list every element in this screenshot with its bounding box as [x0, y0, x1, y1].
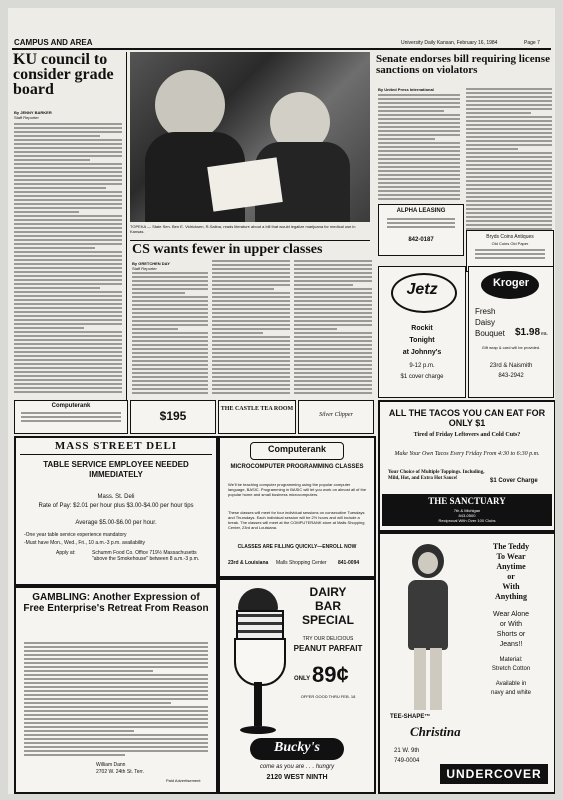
deli-rate: Rate of Pay: $2.01 per hour plus $3.00-$4.00 per hour tips — [38, 503, 194, 509]
castle-name: THE CASTLE TEA ROOM — [220, 406, 294, 412]
kroger-gift: Gift wrap & card will be provided. — [481, 345, 541, 350]
parfait-bowl — [234, 638, 286, 686]
dairy-line3: SPECIAL — [301, 613, 354, 627]
kroger-line3: Bouquet — [475, 329, 505, 338]
teddy-headline — [470, 542, 552, 602]
parfait-base — [240, 726, 276, 734]
teddy-colors-block — [470, 680, 552, 698]
deli-name: MASS STREET DELI — [54, 440, 178, 452]
deli-avg: Average $5.00-$6.00 per hour. — [75, 520, 157, 526]
alpha-leasing-text — [387, 218, 455, 234]
gambling-signer: William Dann — [96, 762, 126, 768]
dairy-sub: TRY OUR DELICIOUS — [302, 636, 354, 642]
alpha-leasing-ad — [378, 204, 464, 256]
price-box-ad — [130, 400, 216, 434]
sanctuary-addr: 7th & Michigan — [453, 508, 481, 513]
cs-top-rule — [130, 240, 370, 241]
jetz-time: 9-12 p.m. — [409, 363, 435, 369]
deli-apply: Apply at: — [56, 550, 76, 556]
dairy-addr: 2120 WEST NINTH — [266, 774, 328, 781]
bryds-name: Bryds Coins Antiques — [486, 234, 534, 240]
deli-ad — [14, 436, 218, 586]
kroger-line1: Fresh — [475, 307, 496, 316]
computerank-small-text — [21, 412, 121, 428]
cs-body-col1 — [132, 272, 208, 396]
gambling-paid: Paid Advertisement — [166, 778, 201, 783]
cs-body-col2 — [212, 260, 290, 396]
teddy-ad — [378, 532, 555, 794]
cs-byline: By GRETCHEN DAY — [132, 261, 170, 266]
council-headline: KU council to consider grade board — [13, 51, 114, 98]
dairy-line2: BAR — [315, 599, 341, 613]
teddy-line10: Jeans!! — [499, 641, 523, 648]
jetz-logo: Jetz — [406, 281, 438, 298]
dairy-bar-ad — [218, 578, 376, 794]
teddy-line5: With — [502, 582, 520, 591]
paper-dateline: University Daily Kansan, February 16, 1984 — [401, 40, 498, 46]
tacos-sub1: Tired of Friday Leftovers and Cold Cuts? — [413, 432, 521, 438]
computerank-p1: We'll be teaching computer programming using the popular computer language, BASIC. Programming in BASIC will let you work on almost all of the popular home and small business microcomputers. — [228, 482, 367, 497]
alpha-leasing-name: ALPHA LEASING — [396, 208, 446, 214]
teddy-material-block — [470, 656, 552, 674]
teddy-line6: Anything — [494, 592, 527, 601]
model-teddy — [408, 580, 448, 650]
senate-headline: Senate endorses bill requiring license sanctions on violators — [376, 53, 550, 76]
alpha-leasing-phone: 842-0187 — [408, 237, 434, 243]
senate-byline: By United Press International — [378, 87, 434, 92]
teddy-line8: or With — [499, 621, 523, 628]
gambling-head: GAMBLING: Another Expression of Free Enterprise's Retreat From Reason — [23, 592, 209, 614]
jetz-line1: Rockit — [411, 325, 433, 332]
parfait-illustration — [234, 588, 282, 758]
model-face — [418, 552, 438, 574]
computerank-phone: 841-0094 — [338, 560, 360, 566]
model-leg-right — [430, 648, 442, 710]
castle-ad — [218, 400, 296, 434]
computerank-addr: 23rd & Louisiana — [228, 560, 269, 566]
tacos-sub2: Make Your Own Tacos Every Friday From 4:30 to 6:30 p.m. — [394, 451, 540, 457]
sanctuary-note: Reciprocal With Over 100 Clubs — [438, 518, 496, 523]
teddy-material2: Stretch Cotton — [491, 666, 531, 672]
gambling-ad — [14, 586, 218, 794]
teddy-line2: To Wear — [496, 552, 526, 561]
computerank-mall: Malls Shopping Center — [276, 560, 327, 566]
council-byline: By JENNY BARKER — [14, 110, 52, 115]
teddy-line7: Wear Alone — [492, 611, 530, 618]
gambling-signer-addr: 2702 W. 24th St. Terr. — [96, 769, 144, 775]
computerank-logo: Computerank — [267, 444, 326, 454]
parfait-top — [238, 588, 278, 612]
deli-head: TABLE SERVICE EMPLOYEE NEEDED IMMEDIATELY — [43, 460, 189, 479]
computerank-full: CLASSES ARE FILLING QUICKLY—ENROLL NOW — [237, 544, 357, 550]
computerank-p2: These classes will meet for four individual sessions on consecutive Tuesdays and Thursdays. Each individual session will be 2½ hours and will include a break. The classes will meet at the COMPUTERANK store at Malls Shopping Center, 23rd and Louisiana. — [228, 510, 365, 530]
sanctuary-name: THE SANCTUARY — [428, 496, 506, 506]
model-leg-left — [414, 648, 426, 710]
bryds-text — [475, 249, 545, 265]
kroger-price: $1.98 — [515, 327, 541, 338]
teddy-line9: Shorts or — [496, 631, 526, 638]
section-label: CAMPUS AND AREA — [14, 38, 93, 47]
news-photo — [130, 52, 370, 222]
deli-exp: -One year table service experience mandatory — [24, 532, 127, 538]
silver-clipper-name: Silver Clipper — [319, 412, 353, 418]
deli-hours: -Must have Mon., Wed., Fri., 10 a.m.-3 p.m. availability — [24, 540, 146, 546]
deli-addr: Mass. St. Deli — [97, 494, 135, 500]
kroger-ad — [468, 266, 554, 398]
kroger-logo: Kroger — [492, 277, 530, 289]
kroger-line2: Daisy — [475, 318, 496, 327]
dairy-tagline: come as you are . . . hungry — [259, 764, 335, 770]
tacos-ad — [378, 400, 555, 532]
teddy-material: Material: — [499, 657, 523, 663]
buckys-logo: Bucky's — [274, 740, 320, 755]
senate-body-col2 — [466, 88, 552, 248]
newspaper-page — [8, 8, 555, 794]
teddy-shape: TEE-SHAPE™ — [390, 714, 431, 720]
teddy-colors2: navy and white — [490, 690, 532, 696]
jetz-line2: Tonight — [409, 337, 435, 344]
kroger-addr: 23rd & Naismith — [489, 363, 533, 369]
parfait-stem — [254, 682, 262, 726]
photo-caption: TOPEKA — State Sen. Ben E. Vidricksen, R-Salina, reads literature about a bill that would legalize marijuana for medical use in Kansas. — [130, 224, 356, 234]
dairy-offer: OFFER GOOD THRU FEB. 18 — [300, 694, 356, 699]
person-face-left — [155, 70, 225, 140]
teddy-addr: 21 W. 9th — [394, 748, 420, 754]
deli-apply-addr: Schumm Food Co. Office 719½ Massachusetts "above the Smokehouse" between 8 a.m.-3 p.m. — [92, 550, 200, 562]
cs-byline-role: Staff Reporter — [132, 266, 157, 271]
teddy-line4: or — [507, 572, 515, 581]
tacos-cover: $1 Cover Charge — [490, 478, 538, 484]
council-byline-role: Staff Reporter — [14, 115, 39, 120]
tacos-head: ALL THE TACOS YOU CAN EAT FOR ONLY $1 — [388, 408, 546, 428]
dairy-item: PEANUT PARFAIT — [293, 644, 363, 653]
kroger-price-note: ea. — [541, 331, 548, 337]
tacos-sub3: Your Choice of Multiple Toppings. Including, Mild, Hot, and Extra Hot Sauce! — [388, 470, 485, 481]
deli-rule — [20, 454, 212, 455]
cs-body-col3 — [294, 260, 372, 396]
column-rule — [126, 52, 127, 402]
dairy-line1: DAIRY — [309, 585, 347, 599]
dairy-only: ONLY — [294, 676, 311, 682]
header-rule — [12, 48, 551, 50]
kroger-phone: 843-2942 — [498, 373, 524, 379]
gambling-body — [24, 642, 208, 760]
teddy-wear-block — [470, 610, 552, 650]
computerank-small-name: Computerank — [51, 403, 91, 409]
document-held — [207, 157, 283, 211]
bryds-line: Old Coins Old Paper — [491, 241, 529, 246]
jetz-line3: at Johnny's — [402, 349, 442, 356]
parfait-glass — [236, 610, 284, 640]
price-box-price: $195 — [159, 409, 187, 423]
sanctuary-banner — [382, 494, 552, 526]
teddy-colors: Available in — [495, 681, 527, 687]
silver-clipper-ad — [298, 400, 374, 434]
computerank-head: MICROCOMPUTER PROGRAMMING CLASSES — [230, 464, 364, 470]
cs-headline: CS wants fewer in upper classes — [132, 242, 323, 257]
undercover-logo: UNDERCOVER — [446, 767, 542, 781]
model-illustration — [386, 540, 470, 710]
sanctuary-phone: 843-0500 — [458, 513, 476, 518]
jetz-cover: $1 cover charge — [400, 374, 444, 380]
computerank-ad — [218, 436, 376, 578]
teddy-line1: The Teddy — [492, 542, 530, 551]
council-body-text — [14, 123, 122, 401]
christina-logo: Christina — [410, 724, 461, 739]
page-number: Page 7 — [524, 40, 540, 46]
jetz-ad — [378, 266, 466, 398]
teddy-phone: 749-0004 — [394, 758, 420, 764]
dairy-price: 89¢ — [312, 662, 349, 687]
senate-body-col1 — [378, 94, 460, 202]
computerank-small-ad — [14, 400, 128, 434]
teddy-line3: Anytime — [496, 562, 526, 571]
